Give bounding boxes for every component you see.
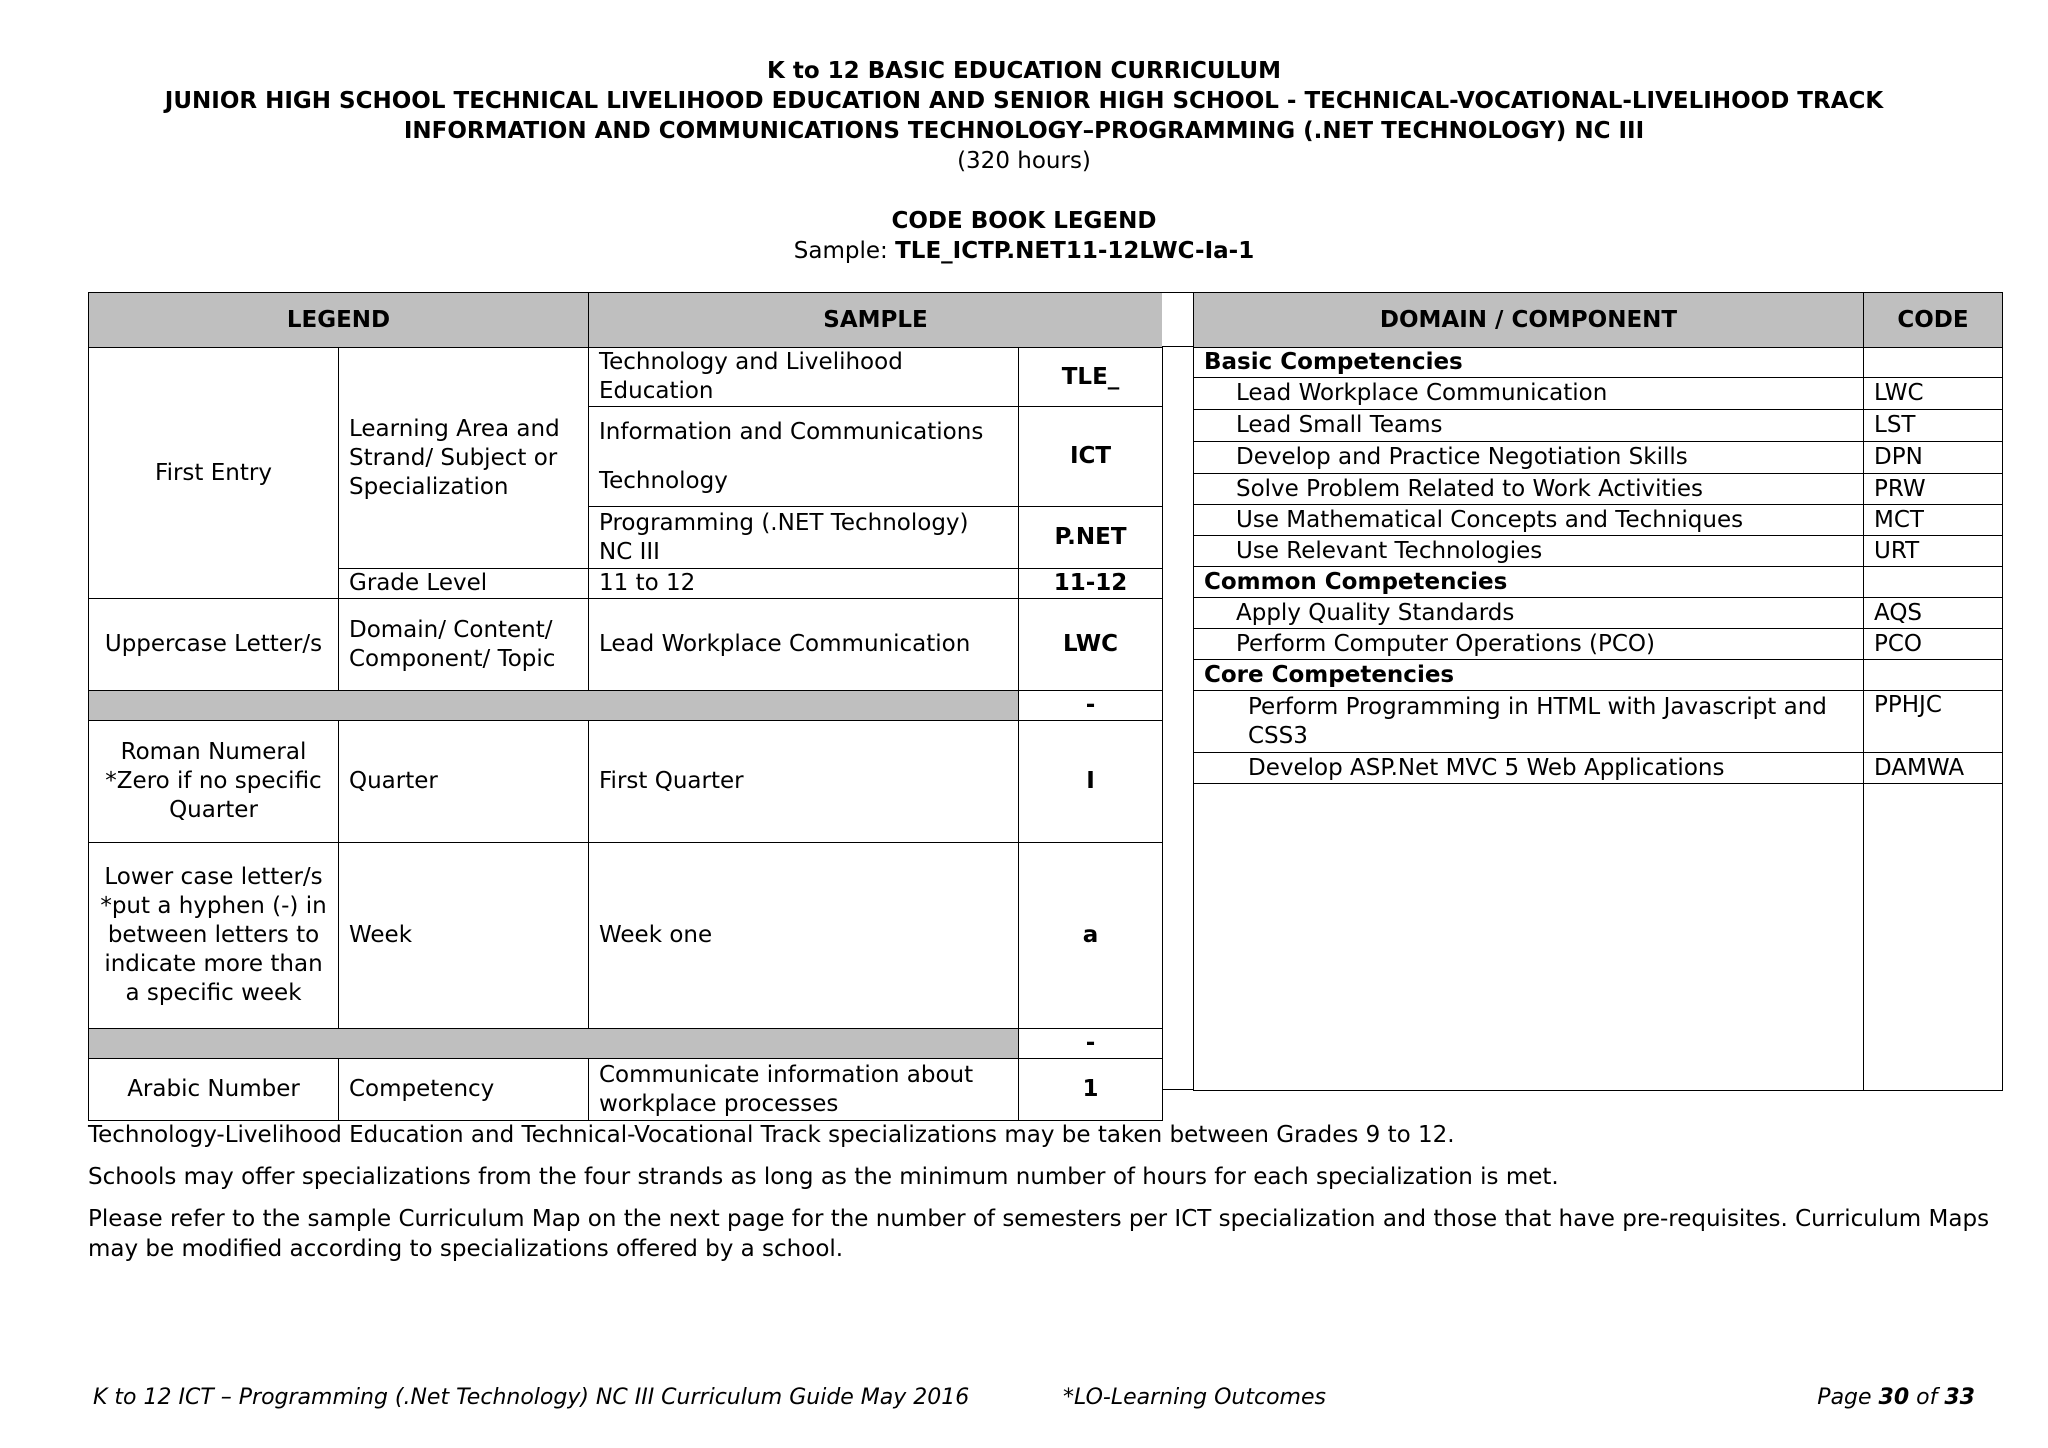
domain-description: Lead Workplace Communication xyxy=(589,599,1019,691)
competency-row-name: Apply Quality Standards xyxy=(1194,598,1864,629)
header-title: K to 12 BASIC EDUCATION CURRICULUM xyxy=(767,58,1281,84)
separator-row-shade-2 xyxy=(89,1029,1019,1059)
competency-row-name: Develop and Practice Negotiation Skills xyxy=(1194,442,1864,474)
legend-header: LEGEND xyxy=(89,293,589,348)
roman-numeral-cell xyxy=(89,721,339,843)
sample-code: TLE_ICTP.NET11-12LWC-Ia-1 xyxy=(895,238,1255,264)
week-description: Week one xyxy=(589,843,1019,1029)
roman-numeral-label: Roman Numeral xyxy=(120,739,307,765)
page-of: of xyxy=(1909,1385,1945,1410)
competency-row-name: Use Relevant Technologies xyxy=(1194,536,1864,567)
tle-code: TLE_ xyxy=(1019,348,1163,407)
arabic-number-cell: Arabic Number xyxy=(89,1059,339,1121)
domain-component-table xyxy=(1193,292,2003,1091)
common-competencies-code-empty xyxy=(1864,567,2003,598)
ict-description-line1: Information and Communications xyxy=(599,418,984,445)
competency-row-code: PRW xyxy=(1864,474,2003,505)
header-hours: (320 hours) xyxy=(957,148,1091,174)
first-entry-cell: First Entry xyxy=(89,348,339,599)
competency-label: Competency xyxy=(339,1059,589,1121)
domain-component-header: DOMAIN / COMPONENT xyxy=(1194,293,1864,348)
separator-hyphen-2: - xyxy=(1019,1029,1163,1059)
core-competencies-heading: Core Competencies xyxy=(1194,660,1864,691)
competency-row-code: MCT xyxy=(1864,505,2003,536)
competency-row-name: Perform Programming in HTML with Javascript and CSS3 xyxy=(1194,691,1864,753)
common-competencies-heading: Common Competencies xyxy=(1194,567,1864,598)
ict-description-line2: Technology xyxy=(599,467,728,494)
note-paragraph: Please refer to the sample Curriculum Map on the next page for the number of semesters per ICT specialization and those that have pre-requisites. Curriculum Maps may be modified according to specializations offered by a school. xyxy=(88,1206,1990,1262)
learning-area-cell: Learning Area and Strand/ Subject or Specialization xyxy=(339,348,589,569)
ict-description xyxy=(589,407,1019,507)
domain-label-cell: Domain/ Content/ Component/ Topic xyxy=(339,599,589,691)
competency-row-code: LST xyxy=(1864,410,2003,442)
header-subtitle: JUNIOR HIGH SCHOOL TECHNICAL LIVELIHOOD EDUCATION AND SENIOR HIGH SCHOOL - TECHNICAL-VOCATIONAL-LIVELIHOOD TRACK xyxy=(164,88,1884,114)
roman-numeral-note: *Zero if no specific Quarter xyxy=(105,768,322,823)
quarter-code: I xyxy=(1019,721,1163,843)
footer-guide-title: K to 12 ICT – Programming (.Net Technology) NC III Curriculum Guide May 2016 xyxy=(93,1385,970,1410)
notes-section xyxy=(88,1120,2008,1276)
page-prefix: Page xyxy=(1817,1385,1879,1410)
basic-competencies-code-empty xyxy=(1864,348,2003,378)
domain-code: LWC xyxy=(1019,599,1163,691)
table-gap-column xyxy=(1162,292,1193,1090)
competency-row-code: LWC xyxy=(1864,378,2003,410)
quarter-label: Quarter xyxy=(339,721,589,843)
sample-code-line xyxy=(0,236,2048,266)
uppercase-letters-cell: Uppercase Letter/s xyxy=(89,599,339,691)
sample-header: SAMPLE xyxy=(589,293,1163,348)
competency-row-code: DPN xyxy=(1864,442,2003,474)
grade-level-code: 11-12 xyxy=(1019,569,1163,599)
domain-empty-cell xyxy=(1194,784,1864,1091)
competency-row-code: PCO xyxy=(1864,629,2003,660)
separator-row-shade xyxy=(89,691,1019,721)
header-specialization: INFORMATION AND COMMUNICATIONS TECHNOLOGY–PROGRAMMING (.NET TECHNOLOGY) NC III xyxy=(403,118,1645,144)
sample-label: Sample: xyxy=(793,238,896,264)
quarter-description: First Quarter xyxy=(589,721,1019,843)
footer-page-number xyxy=(1817,1385,1975,1410)
note-paragraph: Technology-Livelihood Education and Technical-Vocational Track specializations may be taken between Grades 9 to 12. xyxy=(88,1122,1455,1148)
competency-row-code: DAMWA xyxy=(1864,753,2003,784)
week-code: a xyxy=(1019,843,1163,1029)
competency-row-name: Use Mathematical Concepts and Techniques xyxy=(1194,505,1864,536)
pnet-code: P.NET xyxy=(1019,507,1163,569)
separator-hyphen: - xyxy=(1019,691,1163,721)
code-book-legend-title: CODE BOOK LEGEND xyxy=(891,208,1157,234)
pnet-description: Programming (.NET Technology) NC III xyxy=(589,507,1019,569)
code-empty-cell xyxy=(1864,784,2003,1091)
competency-row-name: Perform Computer Operations (PCO) xyxy=(1194,629,1864,660)
footer-lo-note: *LO-Learning Outcomes xyxy=(1063,1385,1326,1410)
competency-row-code: PPHJC xyxy=(1864,691,2003,753)
core-competencies-code-empty xyxy=(1864,660,2003,691)
competency-row-code: URT xyxy=(1864,536,2003,567)
grade-level-label: Grade Level xyxy=(339,569,589,599)
competency-row-code: AQS xyxy=(1864,598,2003,629)
tle-description: Technology and Livelihood Education xyxy=(589,348,1019,407)
competency-row-name: Lead Workplace Communication xyxy=(1194,378,1864,410)
week-label: Week xyxy=(339,843,589,1029)
note-paragraph: Schools may offer specializations from the four strands as long as the minimum number of hours for each specialization is met. xyxy=(88,1164,1559,1190)
page-total: 33 xyxy=(1944,1385,1975,1410)
competency-row-name: Lead Small Teams xyxy=(1194,410,1864,442)
competency-row-name: Develop ASP.Net MVC 5 Web Applications xyxy=(1194,753,1864,784)
competency-row-name: Solve Problem Related to Work Activities xyxy=(1194,474,1864,505)
basic-competencies-heading: Basic Competencies xyxy=(1194,348,1864,378)
competency-description: Communicate information about workplace processes xyxy=(589,1059,1019,1121)
page-current: 30 xyxy=(1878,1385,1910,1410)
lower-case-letters-cell: Lower case letter/s *put a hyphen (-) in between letters to indicate more than a specific week xyxy=(89,843,339,1029)
code-header: CODE xyxy=(1864,293,2003,348)
ict-code: ICT xyxy=(1019,407,1163,507)
gap-header-cell xyxy=(1162,293,1193,347)
document-header xyxy=(0,56,2048,266)
legend-table xyxy=(88,292,1163,1121)
grade-level-description: 11 to 12 xyxy=(589,569,1019,599)
competency-code: 1 xyxy=(1019,1059,1163,1121)
